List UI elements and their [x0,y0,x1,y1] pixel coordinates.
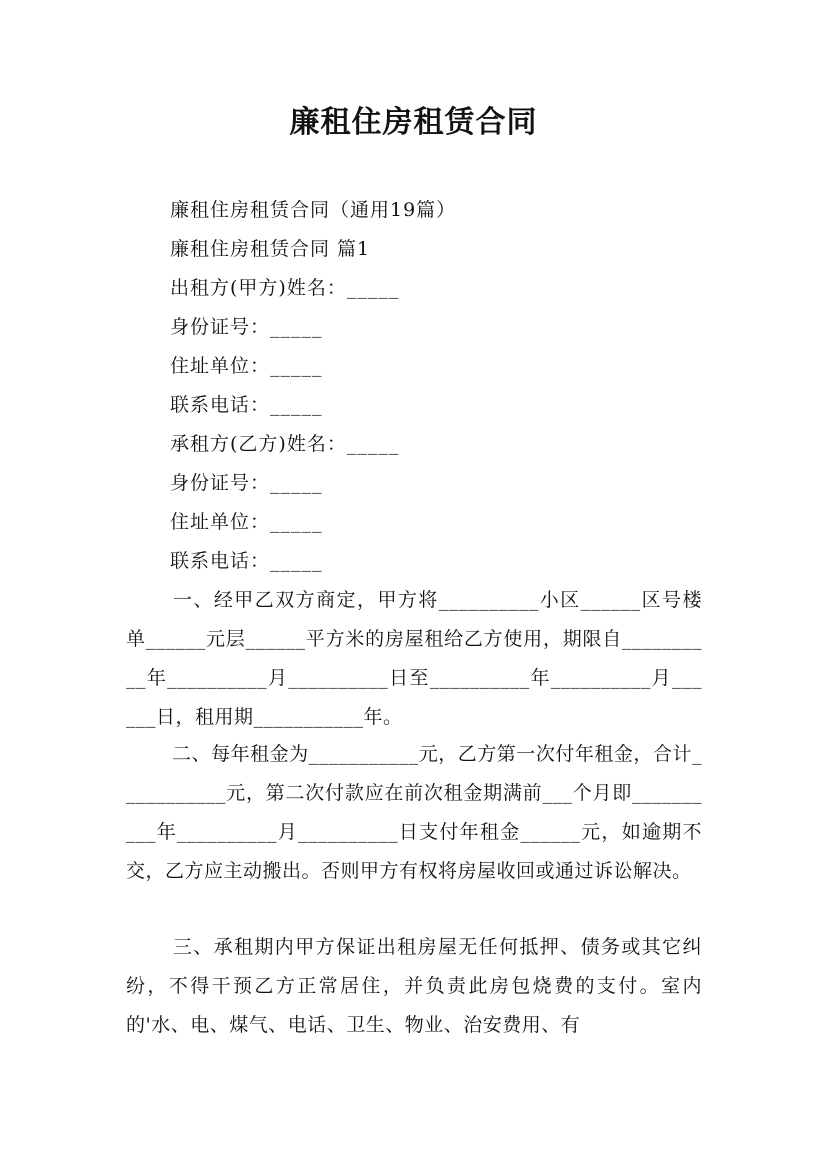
contract-section-heading: 廉租住房租赁合同 篇1 [170,238,371,260]
clause-3-paragraph [126,928,702,1045]
clause-2-text: 二、每年租金为___________元，乙方第一次付年租金，合计___________元，第二次付款应在前次租金期满前___个月即__________年__________月__________日支付年租金______元，如逾期不交，乙方应主动搬出。否则甲方有权将房屋收回或通过诉讼解决。 [126,743,702,882]
lessee-address-line: 住址单位：_____ [170,511,323,533]
clause-1-text: 一、经甲乙双方商定，甲方将__________小区______区号楼单______元层______平方米的房屋租给乙方使用，期限自__________年__________月__________日至__________年__________月______日，租用期___________年。 [126,589,702,728]
lessee-phone-line: 联系电话：_____ [170,550,323,572]
lessor-phone-line: 联系电话：_____ [170,394,323,416]
lessee-id-line: 身份证号：_____ [170,472,323,494]
lessor-id-line: 身份证号：_____ [170,316,323,338]
lessor-name-line: 出租方(甲方)姓名：_____ [170,277,400,299]
lessee-name-line: 承租方(乙方)姓名：_____ [170,433,400,455]
lessor-address-line: 住址单位：_____ [170,355,323,377]
clause-1-paragraph [126,581,702,737]
clause-2-paragraph [126,735,702,891]
contract-subtitle: 廉租住房租赁合同（通用19篇） [170,199,457,221]
document-title: 廉租住房租赁合同 [289,105,538,140]
clause-3-text: 三、承租期内甲方保证出租房屋无任何抵押、债务或其它纠纷，不得干预乙方正常居住，并负责此房包烧费的支付。室内的'水、电、煤气、电话、卫生、物业、治安费用、有 [126,936,702,1036]
